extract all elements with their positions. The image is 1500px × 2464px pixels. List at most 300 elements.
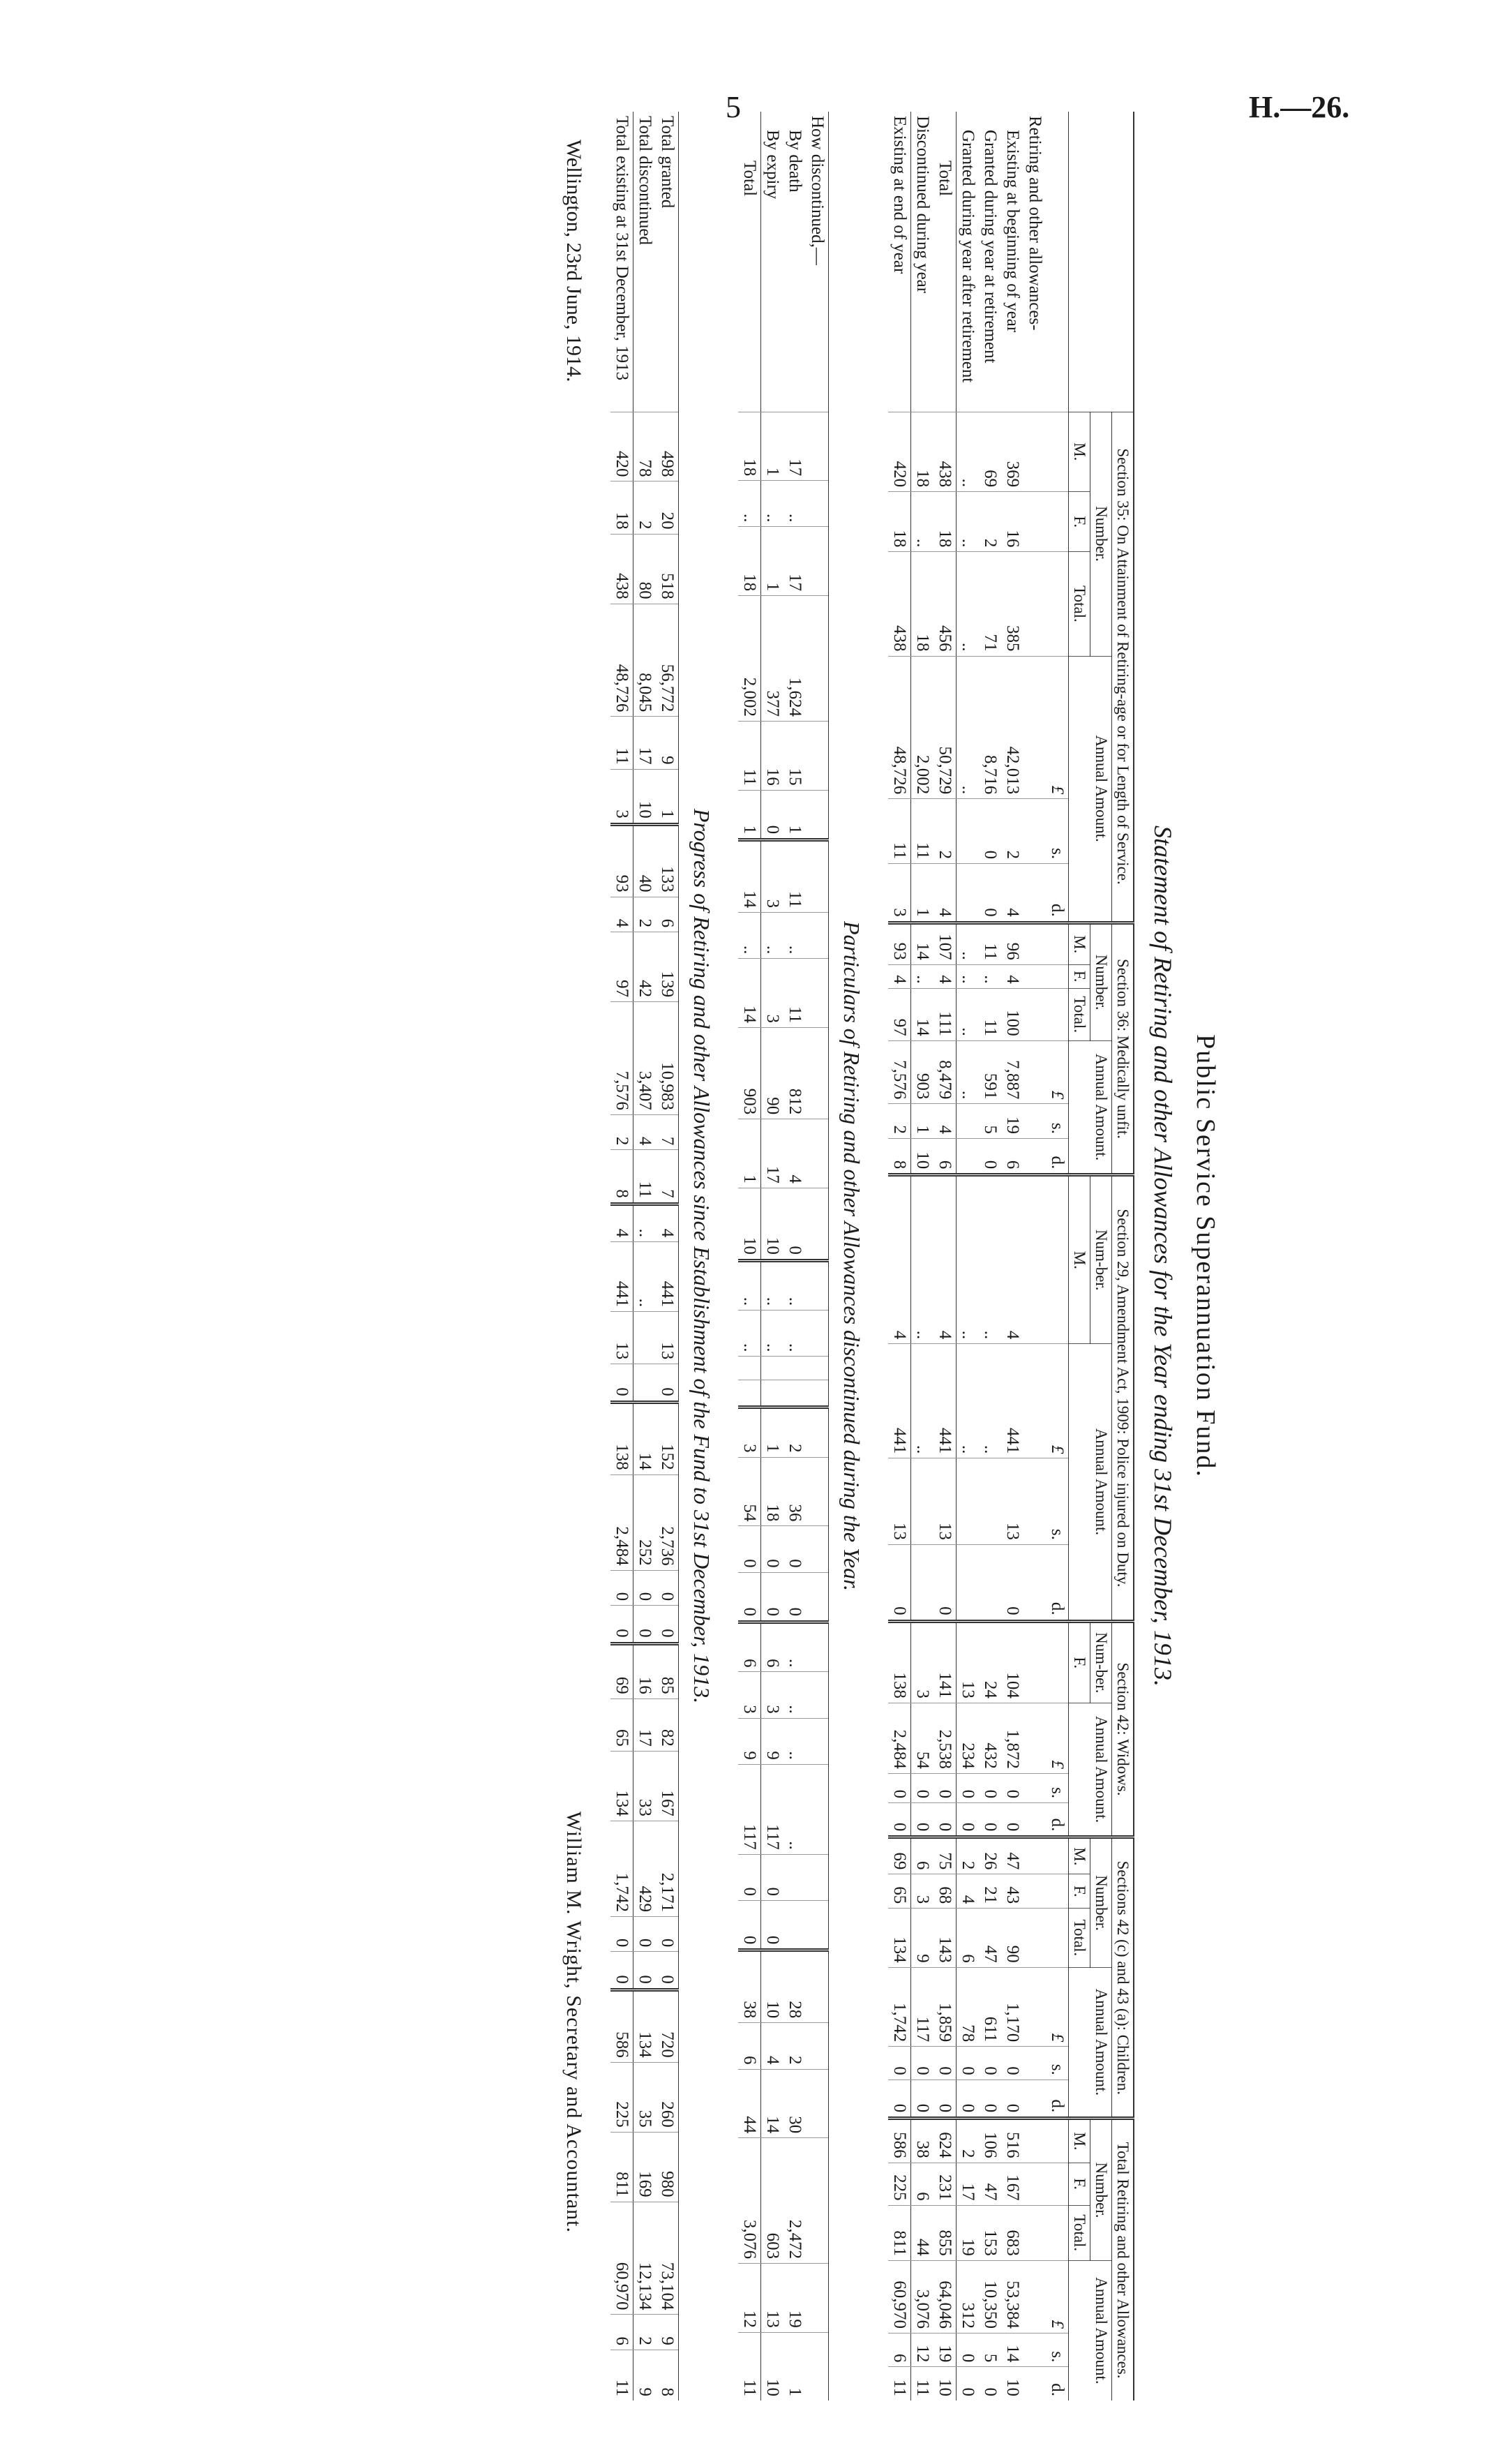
table-cell: 6 — [933, 1138, 957, 1174]
table-cell: .. — [738, 481, 761, 527]
table-cell: 903 — [911, 1040, 934, 1104]
table-cell: 19 — [1001, 1104, 1023, 1139]
table-cell: 12 — [738, 2264, 761, 2333]
table-cell — [761, 1357, 784, 1380]
document-reference: H.—26. — [1249, 90, 1350, 124]
table-cell: 7,576 — [610, 1002, 633, 1115]
table-cell: 2 — [957, 1837, 980, 1874]
table-cell: 48,726 — [888, 656, 911, 799]
unit-pound: £ — [1046, 1703, 1069, 1773]
table-cell: 4 — [888, 1175, 911, 1344]
table-cell: 65 — [888, 1874, 911, 1909]
table-cell — [738, 1357, 761, 1380]
table-cell — [1023, 1544, 1046, 1621]
table-cell: 11 — [979, 923, 1001, 964]
table-cell: 3 — [911, 1621, 934, 1703]
table-cell: .. — [783, 1672, 806, 1718]
table-cell — [806, 2138, 829, 2264]
table-cell: 231 — [933, 2163, 957, 2205]
table-cell: 516 — [1001, 2119, 1023, 2163]
table-cell — [1023, 864, 1046, 923]
table-cell: 69 — [979, 412, 1001, 492]
table-cell: 4 — [1001, 864, 1023, 923]
table-cell: 47 — [979, 2163, 1001, 2205]
table-cell — [806, 1764, 829, 1854]
table-cell: 812 — [783, 1028, 806, 1119]
row-label: Total existing at 31st December, 1913 — [610, 112, 633, 412]
table-cell: 518 — [656, 534, 679, 604]
table-cell: 18 — [738, 412, 761, 481]
table-cell — [957, 1458, 980, 1544]
table-cell: 0 — [911, 1803, 934, 1837]
table-cell: 53,384 — [1001, 2260, 1023, 2333]
table-cell — [1023, 2334, 1046, 2367]
table-cell — [1023, 552, 1046, 656]
table-cell: 143 — [933, 1909, 957, 1967]
table-cell: 4 — [761, 2023, 784, 2069]
table-cell: 603 — [761, 2138, 784, 2264]
table-cell: 11 — [888, 2367, 911, 2400]
table-row — [783, 112, 806, 2400]
table-cell: 16 — [761, 722, 784, 791]
table-cell: 69 — [610, 1643, 633, 1698]
table-cell — [806, 1028, 829, 1119]
table-cell: .. — [957, 492, 980, 552]
table-cell: 0 — [957, 2367, 980, 2400]
table-cell: .. — [783, 1260, 806, 1310]
table-cell — [1023, 1344, 1046, 1458]
table-cell: .. — [957, 988, 980, 1040]
table-cell: 60,970 — [610, 2202, 633, 2315]
table-cell: 44 — [911, 2205, 934, 2260]
table-cell — [806, 913, 829, 959]
table-cell: 1,742 — [888, 1967, 911, 2047]
table-cell — [738, 1380, 761, 1408]
table-cell: 106 — [979, 2119, 1001, 2163]
table-cell: 14 — [633, 1402, 657, 1474]
header-m: M. — [1069, 412, 1090, 492]
table-cell: 68 — [933, 1874, 957, 1909]
table-cell: 13 — [761, 2264, 784, 2333]
table-cell: 6 — [888, 2334, 911, 2367]
table-cell: 0 — [610, 1364, 633, 1402]
table-cell — [806, 1357, 829, 1380]
table-cell — [1023, 1967, 1046, 2047]
table-cell: .. — [957, 552, 980, 656]
table-cell: 1 — [783, 790, 806, 839]
header-m: M. — [1069, 923, 1090, 964]
particulars-table-body — [738, 112, 829, 2400]
table-cell — [979, 1458, 1001, 1544]
table-cell: 855 — [933, 2205, 957, 2260]
table-cell: 82 — [656, 1698, 679, 1751]
table-cell: .. — [911, 964, 934, 988]
table-cell — [806, 2332, 829, 2400]
table-cell: 0 — [738, 1526, 761, 1572]
table-cell: 234 — [957, 1703, 980, 1773]
table-cell: 6 — [738, 1622, 761, 1672]
table-cell — [1023, 412, 1046, 492]
table-cell — [1023, 1175, 1046, 1344]
table-cell — [806, 481, 829, 527]
table-cell: .. — [911, 1175, 934, 1344]
table-cell: 0 — [761, 1572, 784, 1622]
table-cell: 50,729 — [933, 656, 957, 799]
unit-pound: £ — [1046, 656, 1069, 799]
table-cell: 8,716 — [979, 656, 1001, 799]
table-cell: 1 — [656, 769, 679, 824]
table-cell: 18 — [888, 492, 911, 552]
table-cell — [761, 1380, 784, 1408]
table-cell: 134 — [633, 1989, 657, 2062]
table-cell: 167 — [1001, 2163, 1023, 2205]
table-cell: 0 — [633, 1916, 657, 1951]
table-cell: 104 — [1001, 1621, 1023, 1703]
row-label: By death — [786, 130, 804, 193]
table-cell: 10 — [933, 2367, 957, 2400]
table-cell: 14 — [738, 840, 761, 913]
table-cell: 2,484 — [888, 1703, 911, 1773]
table-cell: 3,076 — [738, 2138, 761, 2264]
table-cell: 980 — [656, 2132, 679, 2202]
table-cell: 78 — [957, 1967, 980, 2047]
table-cell: 369 — [1001, 412, 1023, 492]
header-number: Number. — [1090, 1837, 1112, 1967]
table-cell: .. — [761, 481, 784, 527]
table-cell — [911, 1544, 934, 1621]
table-cell: 0 — [738, 1900, 761, 1950]
table-cell: 0 — [979, 1803, 1001, 1837]
table-cell: 0 — [610, 1570, 633, 1605]
row-label: Granted during year after retirement — [959, 130, 977, 383]
table-cell: 141 — [933, 1621, 957, 1703]
table-cell: 1,872 — [1001, 1703, 1023, 1773]
table-cell: 42 — [633, 932, 657, 1002]
header-section-35: Section 35: On Attainment of Retiring-age or for Length of Service. — [1112, 412, 1134, 923]
table-cell: 0 — [783, 1526, 806, 1572]
table-cell: 0 — [911, 2047, 934, 2080]
table-cell: 312 — [957, 2260, 980, 2333]
table-cell: 8 — [610, 1150, 633, 1204]
table-row — [761, 112, 784, 2400]
table-cell — [806, 1119, 829, 1188]
table-cell — [806, 959, 829, 1028]
table-cell: 17 — [633, 717, 657, 769]
header-annual: Annual Amount. — [1069, 1967, 1112, 2119]
table-cell — [957, 1104, 980, 1139]
table-cell: 4 — [783, 1119, 806, 1188]
table-cell: 5 — [979, 2334, 1001, 2367]
table-cell: 80 — [633, 534, 657, 604]
header-annual: Annual Amount. — [1069, 656, 1112, 923]
table-cell: .. — [783, 913, 806, 959]
table-cell: 6 — [656, 897, 679, 932]
table-cell: 6 — [1001, 1138, 1023, 1174]
table-cell: 71 — [979, 552, 1001, 656]
unit-pence: d. — [1046, 1803, 1069, 1837]
table-cell: 4 — [933, 1175, 957, 1344]
table-cell: 4 — [610, 1204, 633, 1241]
table-cell: .. — [957, 656, 980, 799]
table-cell: 10,350 — [979, 2260, 1001, 2333]
table-cell — [806, 412, 829, 481]
table-cell — [1023, 1703, 1046, 1773]
table-cell: 0 — [633, 1570, 657, 1605]
table-cell: 0 — [979, 2367, 1001, 2400]
table-cell — [1023, 1458, 1046, 1544]
table-cell: 2,736 — [656, 1474, 679, 1570]
unit-pence: d. — [1046, 2367, 1069, 2400]
table-cell: 10,983 — [656, 1002, 679, 1115]
header-num-ber: Num-ber. — [1090, 1621, 1112, 1703]
unit-shillings: s. — [1046, 1104, 1069, 1139]
header-annual: Annual Amount. — [1069, 1703, 1112, 1837]
table-cell: 438 — [933, 412, 957, 492]
table-cell — [806, 1672, 829, 1718]
table-cell — [979, 1544, 1001, 1621]
table-cell: 13 — [610, 1312, 633, 1364]
table-cell: 0 — [888, 1803, 911, 1837]
table-cell: 11 — [888, 799, 911, 864]
table-cell: 0 — [957, 1803, 980, 1837]
table-cell: 69 — [888, 1837, 911, 1874]
unit-pound: £ — [1046, 1344, 1069, 1458]
table-cell: 4 — [610, 897, 633, 932]
table-cell: 6 — [610, 2315, 633, 2350]
table-cell — [783, 1357, 806, 1380]
table-cell: 152 — [656, 1402, 679, 1474]
table-cell: 18 — [911, 552, 934, 656]
table-cell: 1 — [761, 1408, 784, 1457]
table-cell: 2 — [957, 2119, 980, 2163]
table-cell: 5 — [979, 1104, 1001, 1139]
table-cell: 7 — [656, 1150, 679, 1204]
table-cell: 4 — [1001, 1175, 1023, 1344]
table-cell — [806, 1457, 829, 1526]
table-cell: .. — [738, 1311, 761, 1357]
unit-pound: £ — [1046, 1967, 1069, 2047]
table-cell: 0 — [1001, 2047, 1023, 2080]
header-section-29: Section 29, Amendment Act, 1909: Police injured on Duty. — [1112, 1175, 1134, 1621]
table-cell: 0 — [888, 1544, 911, 1621]
table-cell: 7,887 — [1001, 1040, 1023, 1104]
row-label: By expiry — [763, 130, 782, 200]
header-total-count: Total. — [1069, 552, 1090, 656]
table-cell — [1023, 1104, 1046, 1139]
table-cell: 17 — [633, 1698, 657, 1751]
table-cell: 14 — [761, 2069, 784, 2138]
header-f: F. — [1069, 1874, 1090, 1909]
table-cell: 93 — [888, 923, 911, 964]
header-annual: Annual Amount. — [1069, 1344, 1112, 1621]
table-cell: 40 — [633, 824, 657, 897]
table-cell: 11 — [911, 799, 934, 864]
table-cell: 4 — [888, 964, 911, 988]
table-cell: 0 — [957, 2047, 980, 2080]
table-cell — [806, 1718, 829, 1764]
table-cell: 385 — [1001, 552, 1023, 656]
table-cell: 0 — [783, 1188, 806, 1260]
header-total: Total Retiring and other Allowances. — [1112, 2119, 1134, 2400]
table-cell: 2,002 — [738, 596, 761, 722]
table-cell: 107 — [933, 923, 957, 964]
table-cell: .. — [783, 481, 806, 527]
table-cell: .. — [783, 1622, 806, 1672]
table-cell — [1023, 1803, 1046, 1837]
table-cell: 420 — [888, 412, 911, 492]
table-cell: 11 — [783, 840, 806, 913]
table-cell: 24 — [979, 1621, 1001, 1703]
unit-shillings: s. — [1046, 1773, 1069, 1802]
table-cell: 13 — [656, 1312, 679, 1364]
table-cell — [806, 1572, 829, 1622]
table-cell: 14 — [738, 959, 761, 1028]
table-cell: .. — [783, 1718, 806, 1764]
table-cell: 6 — [911, 2163, 934, 2205]
table-cell: 683 — [1001, 2205, 1023, 2260]
table-cell — [1023, 1909, 1046, 1967]
table-cell — [783, 1854, 806, 1900]
table-cell: 0 — [888, 1773, 911, 1802]
table-row — [888, 112, 911, 2400]
table-cell: 9 — [633, 2350, 657, 2400]
table-cell: .. — [738, 1260, 761, 1310]
table-cell: 0 — [888, 2080, 911, 2118]
table-cell: 17 — [783, 412, 806, 481]
table-cell: 0 — [888, 2047, 911, 2080]
table-cell: 9 — [656, 2315, 679, 2350]
table-cell: 47 — [1001, 1837, 1023, 1874]
header-section-42c: Sections 42 (c) and 43 (a): Children. — [1112, 1837, 1134, 2119]
table-cell — [806, 527, 829, 596]
table-row — [633, 112, 657, 2400]
footer — [543, 112, 592, 2400]
table-cell: 441 — [933, 1344, 957, 1458]
table-cell: 7,576 — [888, 1040, 911, 1104]
header-section-42: Section 42: Widows. — [1112, 1621, 1134, 1837]
table-cell: 117 — [761, 1764, 784, 1854]
header-f: F. — [1069, 492, 1090, 552]
table-cell: 4 — [1001, 964, 1023, 988]
table-cell — [957, 1138, 980, 1174]
table-cell: 0 — [1001, 1773, 1023, 1802]
table-cell: 18 — [933, 492, 957, 552]
table-cell: 624 — [933, 2119, 957, 2163]
table-cell: 1 — [783, 2332, 806, 2400]
table-cell: 133 — [656, 824, 679, 897]
table-cell: 903 — [738, 1028, 761, 1119]
table-cell: 75 — [933, 1837, 957, 1874]
table-cell: 47 — [979, 1909, 1001, 1967]
header-m: M. — [1069, 1837, 1090, 1874]
table-cell: 0 — [1001, 1544, 1023, 1621]
table-cell: 90 — [1001, 1909, 1023, 1967]
table-row — [806, 112, 829, 2400]
table-cell: 456 — [933, 552, 957, 656]
row-label: Total discontinued — [636, 116, 654, 246]
table-cell: 4 — [633, 1114, 657, 1149]
footer-date: Wellington, 23rd June, 1914. — [562, 140, 585, 382]
table-cell — [806, 2264, 829, 2333]
table-cell: 36 — [783, 1457, 806, 1526]
header-annual: Annual Amount. — [1069, 2260, 1112, 2400]
table-cell: 9 — [738, 1718, 761, 1764]
table-cell: 64,046 — [933, 2260, 957, 2333]
table-cell: 441 — [888, 1344, 911, 1458]
table-cell — [633, 1364, 657, 1402]
table-cell: 2 — [633, 897, 657, 932]
table-cell: 0 — [979, 864, 1001, 923]
table-cell: 11 — [738, 722, 761, 791]
table-cell: 8,045 — [633, 604, 657, 717]
table-cell — [1023, 964, 1046, 988]
table-row — [738, 112, 761, 2400]
table-cell: .. — [911, 492, 934, 552]
table-cell — [1023, 1773, 1046, 1802]
table-cell: 0 — [633, 1952, 657, 1989]
table-cell: 0 — [761, 1900, 784, 1950]
table-row — [1001, 112, 1023, 2400]
table-cell — [806, 1380, 829, 1408]
table-cell — [1023, 492, 1046, 552]
table-cell: 19 — [783, 2264, 806, 2333]
table-cell: 13 — [957, 1621, 980, 1703]
table-cell: .. — [957, 412, 980, 492]
table-cell: 28 — [783, 1950, 806, 2023]
table-cell: 586 — [888, 2119, 911, 2163]
table-cell — [911, 1458, 934, 1544]
table-cell: 1,859 — [933, 1967, 957, 2047]
table-cell: 586 — [610, 1989, 633, 2062]
table-cell: 0 — [979, 1773, 1001, 1802]
row-label: Existing at beginning of year — [1003, 130, 1022, 333]
table-cell: 2 — [633, 2315, 657, 2350]
table-cell: 8 — [888, 1138, 911, 1174]
table-cell: 26 — [979, 1837, 1001, 1874]
table-cell: 54 — [911, 1703, 934, 1773]
table-cell — [806, 2069, 829, 2138]
table-cell: 13 — [933, 1458, 957, 1544]
row-label: Granted during year at retirement — [981, 130, 1000, 364]
allowances-table-body — [888, 112, 1069, 2400]
table-cell: 6 — [911, 1837, 934, 1874]
table-cell: 0 — [911, 1773, 934, 1802]
table-cell: 2 — [783, 1408, 806, 1457]
table-row — [656, 112, 679, 2400]
table-cell: .. — [979, 1344, 1001, 1458]
table-cell: .. — [761, 1260, 784, 1310]
table-cell: 438 — [610, 534, 633, 604]
table-cell: 18 — [761, 1457, 784, 1526]
table-cell: 93 — [610, 824, 633, 897]
table-cell — [1023, 1837, 1046, 1874]
table-cell — [806, 1260, 829, 1310]
unit-shillings: s. — [1046, 2047, 1069, 2080]
table-cell: 720 — [656, 1989, 679, 2062]
table-cell: .. — [979, 1175, 1001, 1344]
particulars-table — [738, 112, 829, 2400]
row-label: Total granted — [656, 112, 679, 412]
statement-title: Statement of Retiring and other Allowances for the Year ending 31st December, 1913. — [1149, 826, 1177, 1687]
header-m: M. — [1069, 1175, 1090, 1344]
table-cell: 90 — [761, 1028, 784, 1119]
table-cell: 97 — [888, 988, 911, 1040]
table-cell: 11 — [783, 959, 806, 1028]
table-cell: .. — [761, 913, 784, 959]
table-cell: 0 — [1001, 2080, 1023, 2118]
table-cell: 138 — [610, 1402, 633, 1474]
table-cell: 111 — [933, 988, 957, 1040]
